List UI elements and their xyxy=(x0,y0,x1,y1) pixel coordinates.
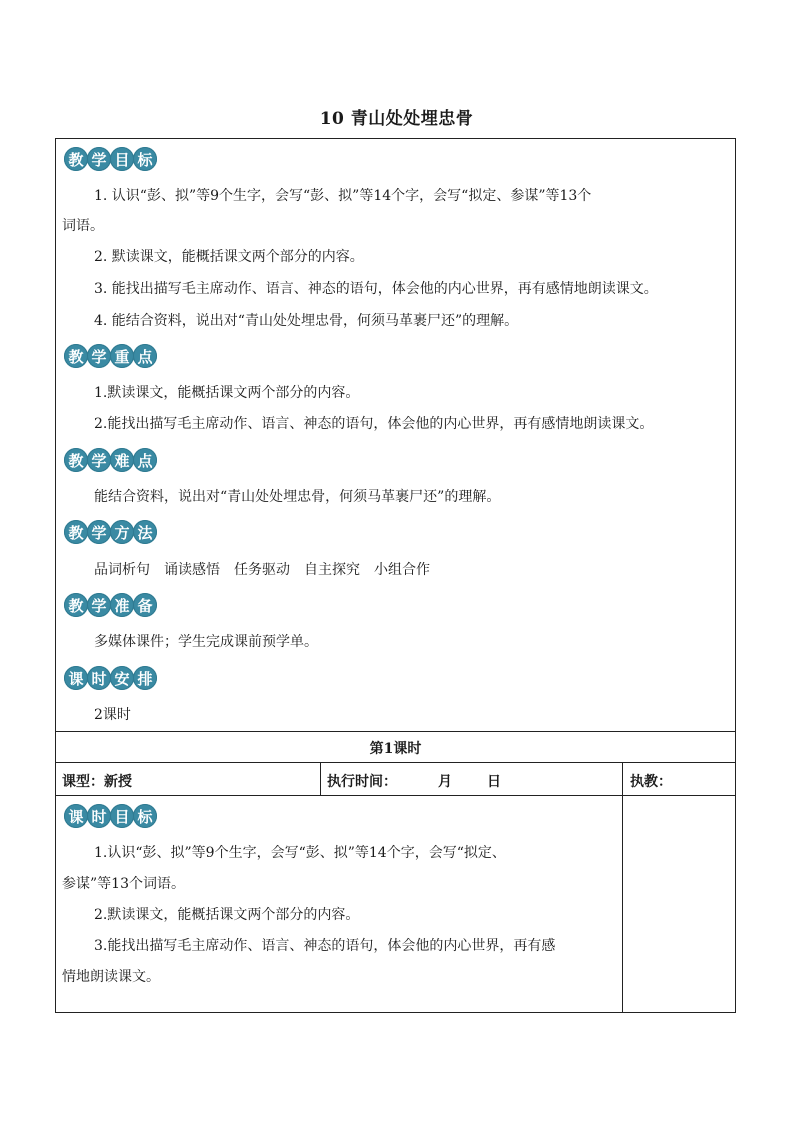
badge-char: 教 xyxy=(64,520,88,544)
badge-char: 备 xyxy=(133,593,157,617)
lesson-header-row xyxy=(55,731,736,763)
difficulties-heading xyxy=(64,448,156,472)
preparation-heading xyxy=(64,593,156,617)
badge-char: 学 xyxy=(87,593,111,617)
column-divider xyxy=(622,763,623,795)
lesson-goal-line: 情地朗读课文。 xyxy=(62,969,160,985)
lesson-title: 第1课时 xyxy=(369,741,422,757)
execution-time-label: 执行时间： xyxy=(327,774,397,790)
lesson-goals-box xyxy=(55,795,736,1013)
schedule-line: 2课时 xyxy=(94,707,131,723)
key-point-line: 2.能找出描写毛主席动作、语言、神态的语句，体会他的内心世界，再有感情地朗读课文。 xyxy=(94,416,654,432)
preparation-line: 多媒体课件；学生完成课前预学单。 xyxy=(94,634,318,650)
badge-char: 时 xyxy=(87,804,111,828)
column-divider xyxy=(622,796,623,1012)
badge-char: 教 xyxy=(64,593,88,617)
badge-char: 目 xyxy=(110,804,134,828)
badge-char: 学 xyxy=(87,520,111,544)
objectives-heading xyxy=(64,147,156,171)
badge-char: 课 xyxy=(64,804,88,828)
lesson-goal-line: 2.默读课文，能概括课文两个部分的内容。 xyxy=(94,907,360,923)
badge-char: 重 xyxy=(110,344,134,368)
methods-line: 品词析句 诵读感悟 任务驱动 自主探究 小组合作 xyxy=(94,562,430,578)
badge-char: 标 xyxy=(133,147,157,171)
badge-char: 点 xyxy=(133,448,157,472)
lesson-goal-line: 参谋”等13个词语。 xyxy=(62,876,185,892)
badge-char: 法 xyxy=(133,520,157,544)
badge-char: 安 xyxy=(110,666,134,690)
lesson-meta-row xyxy=(55,762,736,796)
badge-char: 方 xyxy=(110,520,134,544)
badge-char: 学 xyxy=(87,344,111,368)
key-point-line: 1.默读课文，能概括课文两个部分的内容。 xyxy=(94,385,360,401)
objective-line: 1. 认识“彭、拟”等9个生字，会写“彭、拟”等14个字，会写“拟定、参谋”等13个 xyxy=(94,188,592,204)
badge-char: 目 xyxy=(110,147,134,171)
lesson-goal-line: 3.能找出描写毛主席动作、语言、神态的语句，体会他的内心世界，再有感 xyxy=(94,938,556,954)
lesson-goal-line: 1.认识“彭、拟”等9个生字，会写“彭、拟”等14个字，会写“拟定、 xyxy=(94,845,506,861)
objective-line: 4. 能结合资料，说出对“青山处处埋忠骨，何须马革裹尸还”的理解。 xyxy=(94,313,519,329)
day-label: 日 xyxy=(487,774,501,790)
methods-heading xyxy=(64,520,156,544)
objective-line: 3. 能找出描写毛主席动作、语言、神态的语句，体会他的内心世界，再有感情地朗读课文。 xyxy=(94,281,658,297)
lesson-goals-heading xyxy=(64,804,156,828)
page-title: 10 青山处处埋忠骨 xyxy=(319,109,474,129)
teacher-label: 执教： xyxy=(630,774,672,790)
badge-char: 准 xyxy=(110,593,134,617)
schedule-heading xyxy=(64,666,156,690)
badge-char: 难 xyxy=(110,448,134,472)
badge-char: 课 xyxy=(64,666,88,690)
badge-char: 教 xyxy=(64,344,88,368)
badge-char: 学 xyxy=(87,147,111,171)
objective-line: 词语。 xyxy=(62,218,104,234)
badge-char: 点 xyxy=(133,344,157,368)
lesson-type: 课型：新授 xyxy=(62,774,132,790)
key-points-heading xyxy=(64,344,156,368)
badge-char: 学 xyxy=(87,448,111,472)
badge-char: 时 xyxy=(87,666,111,690)
objective-line: 2. 默读课文，能概括课文两个部分的内容。 xyxy=(94,249,364,265)
month-label: 月 xyxy=(438,774,452,790)
badge-char: 教 xyxy=(64,448,88,472)
badge-char: 教 xyxy=(64,147,88,171)
badge-char: 排 xyxy=(133,666,157,690)
column-divider xyxy=(320,763,321,795)
badge-char: 标 xyxy=(133,804,157,828)
difficulty-line: 能结合资料，说出对“青山处处埋忠骨，何须马革裹尸还”的理解。 xyxy=(94,489,501,505)
lesson-plan-overview xyxy=(55,138,736,732)
